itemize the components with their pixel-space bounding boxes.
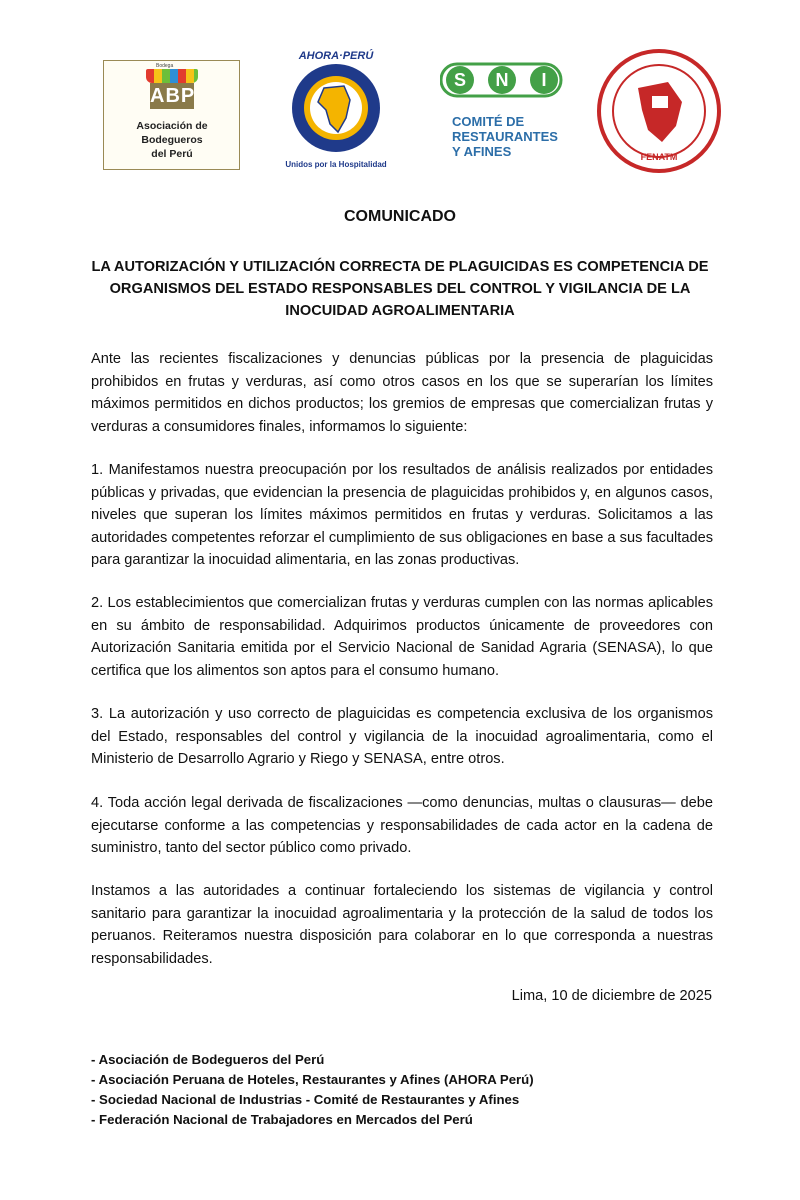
ahora-tagline: Unidos por la Hospitalidad xyxy=(285,160,387,169)
sni-logo xyxy=(440,58,570,168)
ahora-title: AHORA·PERÚ xyxy=(298,50,374,62)
signer-item: - Federación Nacional de Trabajadores en Mercados del Perú xyxy=(91,1112,473,1127)
signer-item: - Sociedad Nacional de Industrias - Comité de Restaurantes y Afines xyxy=(91,1092,520,1107)
ahora-emblem-icon xyxy=(278,58,394,158)
fenatm-logo xyxy=(596,48,722,174)
document-date: Lima, 10 de diciembre de 2025 xyxy=(511,988,712,1004)
signers-list xyxy=(91,1050,731,1130)
point-1-paragraph: 1. Manifestamos nuestra preocupación por los resultados de análisis realizados por entidades públicas y privadas, que evidencian la presencia de plaguicidas prohibidos y, en algunos casos, niveles que superan los límites máximos permitidos en frutas y verduras. Solicitamos a las autoridades competentes reforzar el cumplimiento de sus obligaciones en base a sus facultades para garantizar la inocuidad alimentaria, en las zonas productivas. xyxy=(91,462,713,568)
signer-item: - Asociación de Bodegueros del Perú xyxy=(91,1052,325,1067)
abp-small-label: Bodega xyxy=(156,63,174,69)
document-subtitle: LA AUTORIZACIÓN Y UTILIZACIÓN CORRECTA DE PLAGUICIDAS ES COMPETENCIA DE ORGANISMOS DEL ESTADO RESPONSABLES DEL CONTROL Y VIGILANCIA DE LA INOCUIDAD AGROALIMENTARIA xyxy=(91,259,709,319)
abp-name-line2: del Perú xyxy=(151,148,193,160)
svg-text:S: S xyxy=(453,70,467,90)
abp-logo xyxy=(103,60,240,170)
point-4-paragraph: 4. Toda acción legal derivada de fiscalizaciones —como denuncias, multas o clausuras— debe ejecutarse conforme a las competencias y responsabilidades de cada actor en la cadena de suministro, tanto del sector público como privado. xyxy=(91,795,713,856)
intro-paragraph: Ante las recientes fiscalizaciones y denuncias públicas por la presencia de plaguicidas prohibidos en frutas y verduras, así como otros casos en los que se superarían los límites máximos permitidos en dichos productos; los gremios de empresas que comercializan frutas y verduras a consumidores finales, informamos lo siguiente: xyxy=(91,351,713,435)
svg-text:I: I xyxy=(541,70,547,90)
sni-committee-name xyxy=(452,114,572,159)
sni-name-line1: COMITÉ DE xyxy=(452,114,525,129)
logos-row xyxy=(0,48,800,180)
sni-name-line2: RESTAURANTES xyxy=(452,129,558,144)
fenatm-seal-icon xyxy=(596,48,722,174)
svg-text:N: N xyxy=(495,70,509,90)
point-3-paragraph: 3. La autorización y uso correcto de plaguicidas es competencia exclusiva de los organismos del Estado, responsables del control y vigilancia de la inocuidad agroalimentaria, como el Ministerio de Desarrollo Agrario y Riego y SENASA, entre otros. xyxy=(91,706,713,767)
document-title: COMUNICADO xyxy=(344,208,456,225)
sni-badge-icon xyxy=(440,62,564,98)
point-2-paragraph: 2. Los establecimientos que comercializan frutas y verduras cumplen con las normas aplicables en su ámbito de responsabilidad. Adquirimos productos únicamente de proveedores con Autorización Sanitaria emitida por el Servicio Nacional de Sanidad Agraria (SENASA), lo que certifica que los alimentos son aptos para el consumo humano. xyxy=(91,595,713,679)
fenatm-label: FENATM xyxy=(640,152,678,162)
abp-name xyxy=(108,119,236,161)
abp-letters: ABP xyxy=(150,85,196,107)
awning-icon xyxy=(146,69,198,83)
ahora-peru-logo xyxy=(278,48,394,174)
sni-name-line3: Y AFINES xyxy=(452,144,512,159)
abp-name-line1: Asociación de Bodegueros xyxy=(136,120,208,146)
closing-paragraph: Instamos a las autoridades a continuar fortaleciendo los sistemas de vigilancia y control sanitario para garantizar la inocuidad agroalimentaria y la protección de la salud de todos los peruanos. Reiteramos nuestra disposición para colaborar en lo que corresponda a nuestras responsabilidades. xyxy=(91,883,713,967)
signer-item: - Asociación Peruana de Hoteles, Restaurantes y Afines (AHORA Perú) xyxy=(91,1072,534,1087)
